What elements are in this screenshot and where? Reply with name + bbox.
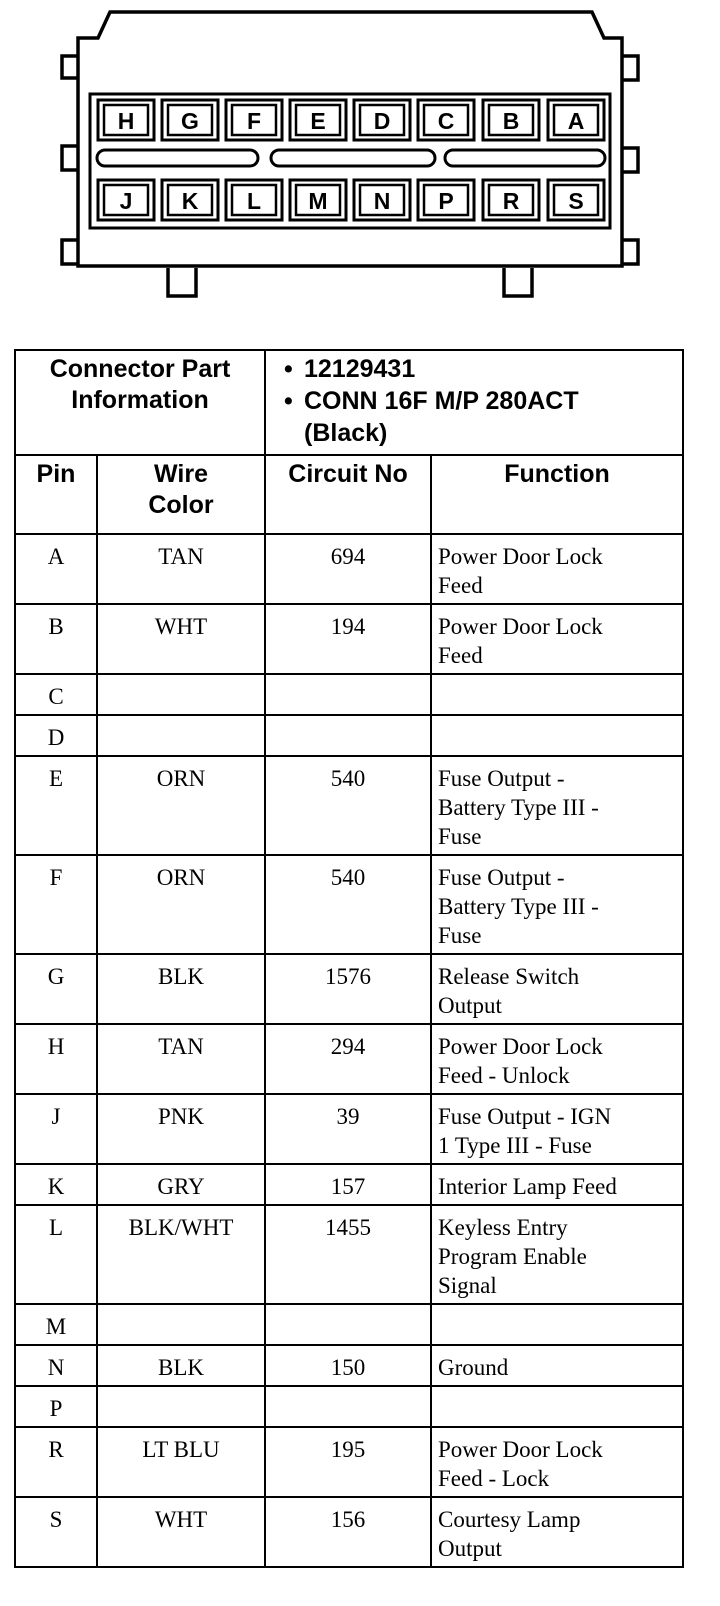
connector-pin-label-a: A: [567, 108, 585, 134]
pin-cell: D: [15, 715, 97, 756]
circuit-cell: 1576: [265, 954, 431, 1024]
connector-pin-label-l: L: [246, 188, 262, 214]
connector-pin-label-e: E: [310, 108, 326, 134]
function-cell: [431, 1024, 683, 1094]
table-row: [15, 1386, 683, 1427]
table-row: [15, 1304, 683, 1345]
function-line: Output: [438, 1536, 502, 1561]
function-line: Release Switch: [438, 964, 580, 989]
pin-cell: H: [15, 1024, 97, 1094]
wire-color-cell: ORN: [97, 756, 265, 855]
function-line: Signal: [438, 1273, 497, 1298]
table-row: [15, 954, 683, 1024]
function-line: Power Door Lock: [438, 1437, 603, 1462]
circuit-cell: 157: [265, 1164, 431, 1205]
function-line: Battery Type III -: [438, 894, 599, 919]
connector-tab-right-2: [622, 148, 638, 172]
wire-color-cell: LT BLU: [97, 1427, 265, 1497]
connector-pin-label-s: S: [568, 188, 584, 214]
function-line: Feed: [438, 643, 483, 668]
wire-color-cell: BLK: [97, 1345, 265, 1386]
pin-cell: C: [15, 674, 97, 715]
column-header-circuit: [265, 455, 431, 534]
connector-diagram: [0, 0, 720, 320]
pin-cell: F: [15, 855, 97, 954]
connector-pin-label-k: K: [181, 188, 199, 214]
wire-color-cell: GRY: [97, 1164, 265, 1205]
column-header-circuit-text: Circuit No: [288, 460, 408, 488]
circuit-cell: 540: [265, 855, 431, 954]
circuit-cell: 150: [265, 1345, 431, 1386]
wire-color-cell: [97, 1386, 265, 1427]
column-header-pin-text: Pin: [36, 460, 76, 488]
function-cell: [431, 604, 683, 674]
function-cell: [431, 1304, 683, 1345]
pin-cell: G: [15, 954, 97, 1024]
pin-cell: A: [15, 534, 97, 604]
connector-pin-label-p: P: [438, 188, 454, 214]
function-cell: [431, 534, 683, 604]
wire-color-cell: TAN: [97, 534, 265, 604]
connector-pin-label-r: R: [502, 188, 520, 214]
function-line: Power Door Lock: [438, 614, 603, 639]
connector-pin-label-b: B: [502, 108, 520, 134]
column-header-wire-color-line2: Color: [148, 491, 214, 519]
function-cell: [431, 715, 683, 756]
circuit-cell: 694: [265, 534, 431, 604]
wire-color-cell: [97, 715, 265, 756]
function-line: Fuse: [438, 923, 482, 948]
connector-pin-label-j: J: [119, 188, 133, 214]
function-cell: [431, 1164, 683, 1205]
function-line: 1 Type III - Fuse: [438, 1133, 592, 1158]
table-row: [15, 1205, 683, 1304]
table-row: [15, 1164, 683, 1205]
column-header-pin: [15, 455, 97, 534]
function-cell: [431, 1345, 683, 1386]
function-line: Interior Lamp Feed: [438, 1174, 617, 1199]
circuit-cell: [265, 1304, 431, 1345]
function-line: Feed - Unlock: [438, 1063, 570, 1088]
pinout-table: [14, 349, 684, 1568]
function-cell: [431, 855, 683, 954]
pin-cell: N: [15, 1345, 97, 1386]
table-row: [15, 715, 683, 756]
part-info-label: [15, 350, 265, 455]
column-header-wire-color-line1: Wire: [154, 460, 208, 488]
function-line: Battery Type III -: [438, 795, 599, 820]
pin-cell: R: [15, 1427, 97, 1497]
function-cell: [431, 756, 683, 855]
pin-cell: L: [15, 1205, 97, 1304]
table-row: [15, 674, 683, 715]
wire-color-cell: ORN: [97, 855, 265, 954]
connector-tab-left-3: [62, 240, 78, 264]
circuit-cell: [265, 715, 431, 756]
circuit-cell: 195: [265, 1427, 431, 1497]
circuit-cell: [265, 1386, 431, 1427]
connector-pin-label-n: N: [373, 188, 391, 214]
function-cell: [431, 1205, 683, 1304]
table-row: [15, 604, 683, 674]
circuit-cell: 39: [265, 1094, 431, 1164]
wire-color-cell: BLK/WHT: [97, 1205, 265, 1304]
bullet-icon: •: [284, 387, 293, 415]
part-info-label-line2: Information: [71, 386, 209, 414]
pin-cell: P: [15, 1386, 97, 1427]
connector-pin-label-d: D: [373, 108, 391, 134]
function-line: Feed - Lock: [438, 1466, 550, 1491]
connector-latch-bottom-left: [168, 268, 196, 296]
function-line: Fuse Output - IGN: [438, 1104, 612, 1129]
part-description-line2: (Black): [304, 419, 388, 447]
function-line: Fuse Output -: [438, 865, 565, 890]
wire-color-cell: PNK: [97, 1094, 265, 1164]
function-line: Fuse Output -: [438, 766, 565, 791]
column-header-function: [431, 455, 683, 534]
circuit-cell: 156: [265, 1497, 431, 1567]
column-header-wire-color: [97, 455, 265, 534]
pin-cell: K: [15, 1164, 97, 1205]
part-info-row: [15, 350, 683, 455]
connector-latch-bottom-right: [504, 268, 532, 296]
table-row: [15, 1497, 683, 1567]
part-info-label-line1: Connector Part: [49, 355, 231, 383]
connector-tab-right-1: [622, 56, 638, 80]
wire-color-cell: WHT: [97, 604, 265, 674]
pin-cell: M: [15, 1304, 97, 1345]
table-row: [15, 534, 683, 604]
column-header-row: [15, 455, 683, 534]
function-cell: [431, 1427, 683, 1497]
function-line: Output: [438, 993, 502, 1018]
bullet-icon: •: [284, 355, 293, 383]
connector-pin-label-m: M: [308, 188, 328, 214]
function-line: Program Enable: [438, 1244, 587, 1269]
pin-cell: E: [15, 756, 97, 855]
function-line: Feed: [438, 573, 483, 598]
table-row: [15, 1024, 683, 1094]
part-info-details: [265, 350, 683, 455]
connector-pin-label-c: C: [437, 108, 455, 134]
function-line: Power Door Lock: [438, 544, 603, 569]
part-number: 12129431: [304, 355, 416, 383]
function-line: Courtesy Lamp: [438, 1507, 581, 1532]
connector-tab-left-2: [62, 146, 78, 170]
table-row: [15, 1094, 683, 1164]
circuit-cell: 294: [265, 1024, 431, 1094]
column-header-function-text: Function: [504, 460, 610, 488]
circuit-cell: [265, 674, 431, 715]
function-cell: [431, 1094, 683, 1164]
part-description-line1: CONN 16F M/P 280ACT: [304, 387, 579, 415]
table-row: [15, 756, 683, 855]
wire-color-cell: TAN: [97, 1024, 265, 1094]
connector-tab-right-3: [622, 240, 638, 264]
connector-pin-label-h: H: [117, 108, 135, 134]
wire-color-cell: BLK: [97, 954, 265, 1024]
connector-pin-label-g: G: [181, 108, 199, 134]
function-cell: [431, 1386, 683, 1427]
pin-cell: J: [15, 1094, 97, 1164]
function-cell: [431, 1497, 683, 1567]
connector-pin-label-f: F: [246, 108, 262, 134]
table-row: [15, 1345, 683, 1386]
wire-color-cell: [97, 1304, 265, 1345]
table-row: [15, 855, 683, 954]
table-row: [15, 1427, 683, 1497]
function-line: Ground: [438, 1355, 509, 1380]
function-cell: [431, 954, 683, 1024]
pin-cell: S: [15, 1497, 97, 1567]
pin-cell: B: [15, 604, 97, 674]
wire-color-cell: [97, 674, 265, 715]
circuit-cell: 540: [265, 756, 431, 855]
function-line: Keyless Entry: [438, 1215, 568, 1240]
function-line: Fuse: [438, 824, 482, 849]
wire-color-cell: WHT: [97, 1497, 265, 1567]
connector-tab-left-1: [62, 56, 78, 78]
circuit-cell: 194: [265, 604, 431, 674]
function-cell: [431, 674, 683, 715]
function-line: Power Door Lock: [438, 1034, 603, 1059]
circuit-cell: 1455: [265, 1205, 431, 1304]
